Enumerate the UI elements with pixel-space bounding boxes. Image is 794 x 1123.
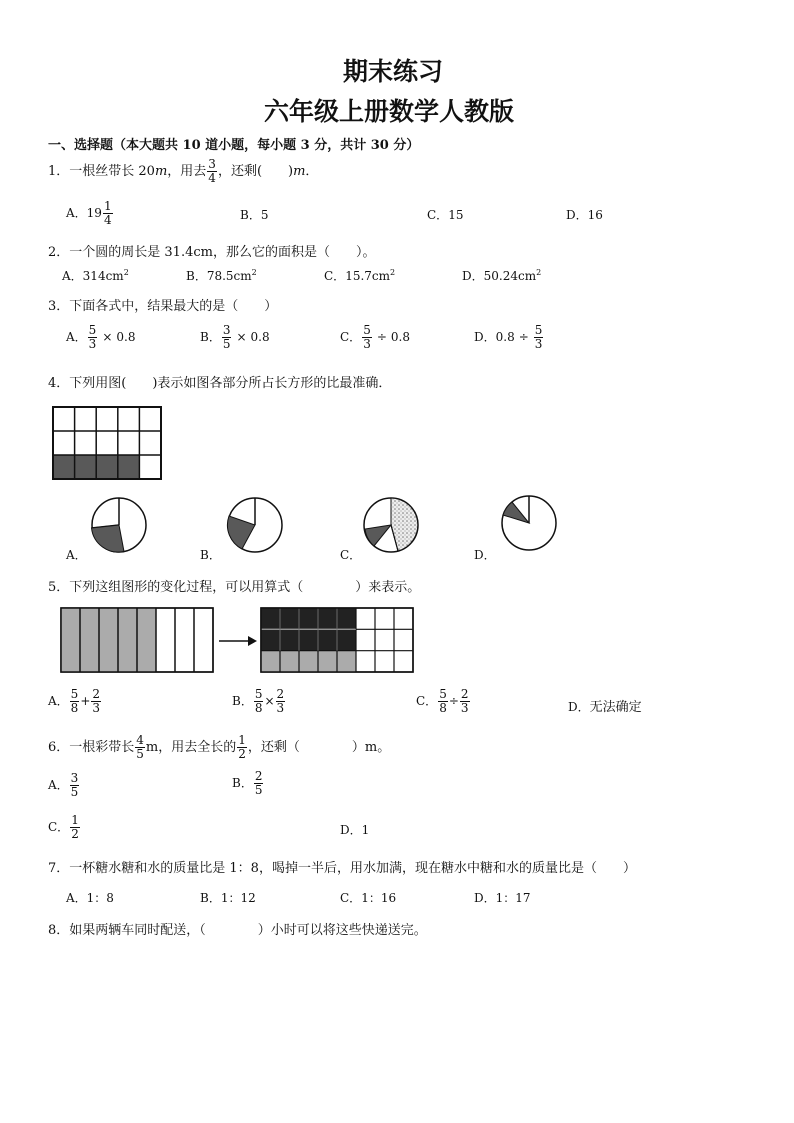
- question-4: 4．下列用图( )表示如图各部分所占长方形的比最准确．: [48, 376, 392, 391]
- fraction: [70, 814, 80, 841]
- fraction: [254, 770, 264, 797]
- option-label: B．: [232, 776, 253, 790]
- q1-option-c[interactable]: [427, 206, 463, 223]
- arrow-icon: [218, 634, 258, 648]
- option-label: B．: [240, 208, 261, 222]
- option-sup: 2: [536, 268, 542, 277]
- q1-unit1: m: [154, 164, 168, 179]
- frac-den: 3: [88, 337, 97, 351]
- operator: ÷: [518, 330, 529, 344]
- option-label: C．: [427, 208, 449, 222]
- fraction: [222, 324, 232, 351]
- section-heading: 一、选择题（本大题共 10 道小题，每小题 3 分，共计 30 分）: [48, 138, 420, 153]
- option-sup: 2: [251, 268, 257, 277]
- option-value: 1：17: [495, 891, 531, 905]
- mixed-fraction: [103, 200, 113, 227]
- q1-frac-num: 3: [208, 157, 216, 171]
- q6-option-a[interactable]: [48, 772, 80, 799]
- option-value: 15.7cm: [345, 269, 391, 283]
- option-sup: 2: [123, 268, 129, 277]
- mixed-whole: 19: [86, 206, 102, 220]
- option-label: C．: [48, 820, 70, 834]
- q3-option-c[interactable]: [340, 324, 410, 351]
- q6-text-a: 6．一根彩带长: [48, 740, 135, 755]
- option-value: 5: [260, 208, 269, 222]
- question-7: 7．一杯糖水糖和水的质量比是 1：8，喝掉一半后，用水加满，现在糖水中糖和水的质量比是（ ）: [48, 861, 636, 876]
- q6-fraction-1: [135, 734, 145, 761]
- operand: 0.8: [390, 330, 410, 344]
- option-label: C．: [340, 891, 362, 905]
- page-title: 期末练习: [343, 57, 444, 86]
- option-label: C．: [324, 269, 346, 283]
- question-2: 2．一个圆的周长是 31.4cm，那么它的面积是（ ）。: [48, 245, 376, 260]
- frac-num: 3: [222, 323, 231, 337]
- q7-option-a[interactable]: [66, 889, 114, 906]
- q4-pie-a[interactable]: [90, 496, 148, 554]
- q7-option-c[interactable]: [340, 889, 396, 906]
- frac-num: 1: [238, 733, 246, 747]
- q6-fraction-2: [237, 734, 247, 761]
- q6-text-c: ，还剩（ ）m。: [247, 740, 391, 755]
- frac-den: 5: [70, 785, 79, 799]
- option-label: A．: [48, 778, 69, 792]
- frac-den: 2: [238, 747, 246, 761]
- question-3: 3．下面各式中，结果最大的是（ ）: [48, 299, 278, 314]
- q1-text-d: ．: [305, 164, 319, 179]
- q4-option-b-label[interactable]: B．: [200, 548, 221, 562]
- q5-option-b[interactable]: [232, 688, 286, 715]
- q6-option-d[interactable]: [340, 821, 369, 838]
- q1-frac-den: 4: [208, 171, 216, 185]
- frac-num: 3: [70, 771, 79, 785]
- frac-den: 8: [254, 701, 263, 715]
- option-value: 50.24cm: [483, 269, 537, 283]
- option-label: D．: [474, 330, 496, 344]
- page-subtitle: 六年级上册数学人教版: [264, 97, 515, 126]
- question-8: 8．如果两辆车同时配送，（ ）小时可以将这些快递送完。: [48, 923, 427, 938]
- q5-figure-before: [60, 607, 218, 675]
- option-label: A．: [66, 206, 87, 220]
- operator: ×: [236, 330, 247, 344]
- operator: ×: [264, 694, 275, 708]
- q4-option-d-label[interactable]: D．: [474, 548, 496, 562]
- q1-text-c: ，还剩( ): [217, 164, 294, 179]
- fraction: [534, 324, 544, 351]
- frac-num: 1: [71, 813, 79, 827]
- q2-option-a[interactable]: [62, 267, 129, 284]
- frac-den: 3: [276, 701, 285, 715]
- option-label: A．: [62, 269, 83, 283]
- fraction: [276, 688, 286, 715]
- frac-den: 3: [363, 337, 371, 351]
- q6-text-b: m，用去全长的: [145, 740, 237, 755]
- frac-den: 3: [460, 701, 469, 715]
- frac-num: 4: [136, 733, 144, 747]
- frac-den: 5: [254, 783, 263, 797]
- operand: 0.8: [250, 330, 270, 344]
- frac-num: 5: [254, 687, 263, 701]
- option-value: 1：8: [86, 891, 114, 905]
- frac-den: 5: [222, 337, 231, 351]
- q7-option-b[interactable]: [200, 889, 256, 906]
- operand: 0.8: [495, 330, 515, 344]
- option-label: B．: [200, 891, 221, 905]
- q2-option-c[interactable]: [324, 267, 395, 284]
- option-value: 15: [448, 208, 464, 222]
- q1-unit2: m: [293, 164, 306, 179]
- frac-den: 3: [534, 337, 543, 351]
- q1-option-a[interactable]: [66, 200, 114, 227]
- question-6: [48, 734, 390, 761]
- frac-den: 8: [70, 701, 79, 715]
- option-value: 1: [361, 823, 370, 837]
- frac-num: 5: [88, 323, 97, 337]
- frac-num: 2: [92, 687, 101, 701]
- question-1: [48, 158, 318, 185]
- frac-den: 2: [71, 827, 79, 841]
- q3-option-b[interactable]: [200, 324, 270, 351]
- option-label: C．: [416, 694, 438, 708]
- frac-num: 1: [103, 199, 112, 213]
- q3-option-d[interactable]: [474, 324, 544, 351]
- frac-den: 3: [92, 701, 101, 715]
- option-label: B．: [232, 694, 253, 708]
- option-label: A．: [48, 694, 69, 708]
- frac-num: 5: [439, 687, 447, 701]
- frac-num: 2: [276, 687, 285, 701]
- q4-pie-d[interactable]: [500, 494, 558, 552]
- option-label: D．: [568, 700, 590, 714]
- q6-option-c[interactable]: [48, 814, 81, 841]
- option-value: 78.5cm: [206, 269, 252, 283]
- operator: ÷: [448, 694, 459, 708]
- q5-option-a[interactable]: [48, 688, 102, 715]
- operator: ×: [102, 330, 113, 344]
- frac-num: 5: [363, 323, 371, 337]
- option-label: D．: [474, 891, 496, 905]
- operator: +: [80, 694, 91, 708]
- fraction: [70, 688, 80, 715]
- q4-pie-b[interactable]: [226, 496, 284, 554]
- option-value: 1：16: [361, 891, 397, 905]
- frac-den: 4: [103, 213, 112, 227]
- fraction: [88, 324, 98, 351]
- option-value: 1：12: [220, 891, 256, 905]
- q4-option-a-label[interactable]: A．: [66, 548, 87, 562]
- option-label: C．: [340, 330, 362, 344]
- question-5: 5．下列这组图形的变化过程，可以用算式（ ）来表示。: [48, 580, 421, 595]
- frac-num: 2: [460, 687, 469, 701]
- q1-text-b: ，用去: [167, 164, 207, 179]
- operand: 0.8: [116, 330, 136, 344]
- option-value: 314cm: [82, 269, 124, 283]
- q7-option-d[interactable]: [474, 889, 531, 906]
- fraction: [254, 688, 264, 715]
- q1-fraction: [207, 158, 217, 185]
- option-label: D．: [340, 823, 362, 837]
- fraction: [362, 324, 372, 351]
- option-label: A．: [66, 891, 87, 905]
- q5-option-d[interactable]: [568, 696, 642, 715]
- q1-option-d[interactable]: [566, 206, 603, 223]
- option-label: D．: [462, 269, 484, 283]
- frac-num: 5: [534, 323, 543, 337]
- q3-option-a[interactable]: [66, 324, 135, 351]
- option-value: 16: [587, 208, 603, 222]
- operator: ÷: [376, 330, 387, 344]
- option-label: A．: [66, 330, 87, 344]
- q1-text-a: 1．一根丝带长 20: [48, 164, 155, 179]
- frac-num: 2: [254, 769, 263, 783]
- q2-option-d[interactable]: [462, 267, 541, 284]
- option-label: B．: [186, 269, 207, 283]
- q4-option-c-label[interactable]: C．: [340, 548, 362, 562]
- option-label: B．: [200, 330, 221, 344]
- q4-pie-c[interactable]: [362, 496, 420, 554]
- option-label: D．: [566, 208, 588, 222]
- q1-option-b[interactable]: [240, 206, 268, 223]
- fraction: [438, 688, 448, 715]
- fraction: [460, 688, 470, 715]
- q6-option-b[interactable]: [232, 770, 264, 797]
- frac-den: 8: [439, 701, 447, 715]
- q5-option-c[interactable]: [416, 688, 471, 715]
- q2-option-b[interactable]: [186, 267, 257, 284]
- fraction: [70, 772, 80, 799]
- q4-rectangle-grid: [52, 406, 164, 482]
- q5-figure-after: [260, 607, 416, 675]
- frac-den: 5: [136, 747, 144, 761]
- fraction: [91, 688, 101, 715]
- option-sup: 2: [390, 268, 396, 277]
- option-text: 无法确定: [589, 700, 642, 715]
- frac-num: 5: [70, 687, 79, 701]
